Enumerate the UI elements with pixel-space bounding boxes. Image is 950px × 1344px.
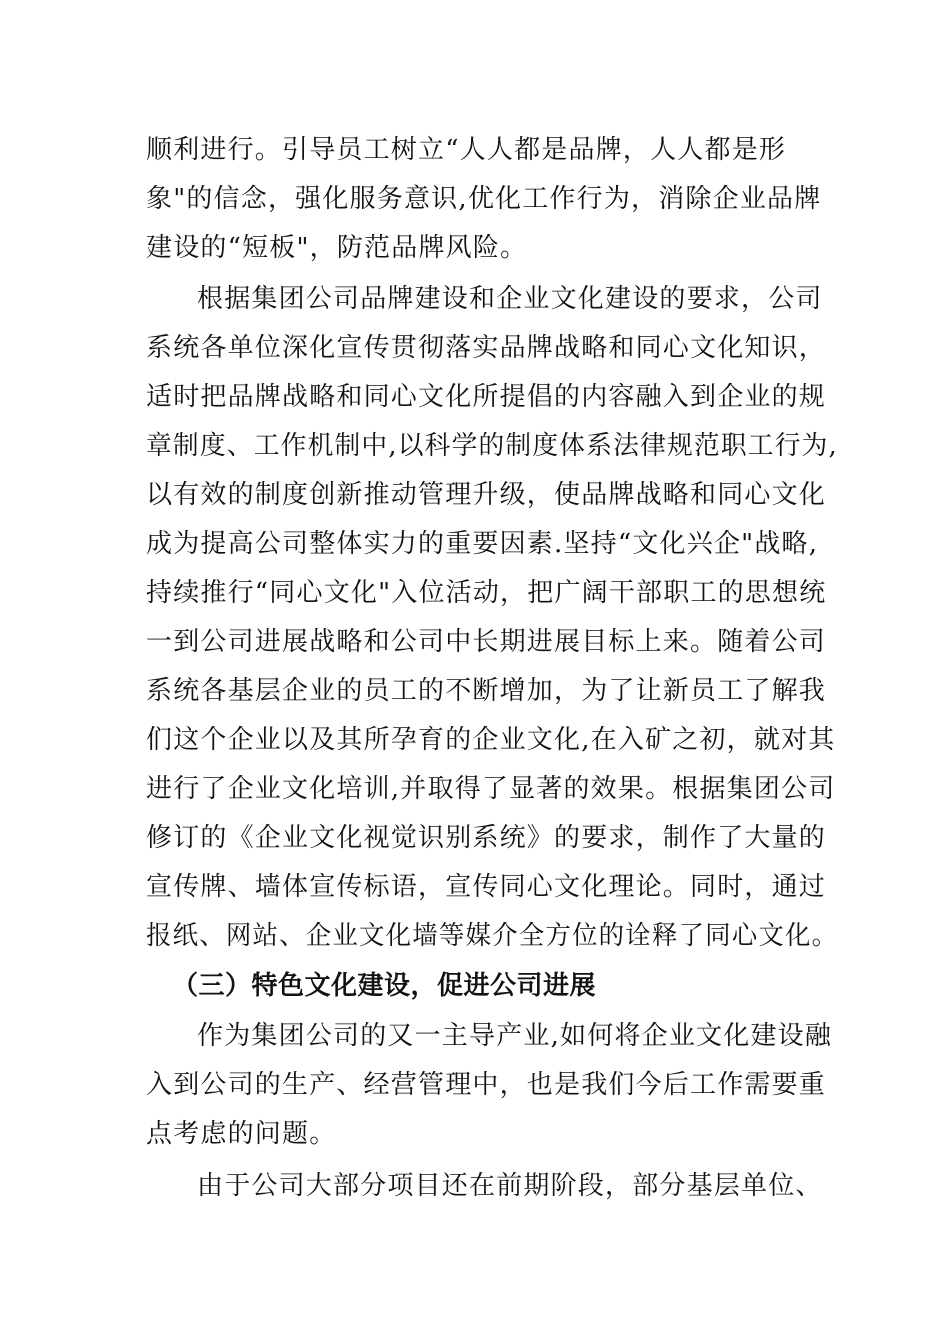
paragraph-line: 章制度、工作机制中,以科学的制度体系法律规范职工行为, <box>146 431 838 461</box>
paragraph-line: 由于公司大部分项目还在前期阶段，部分基层单位、 <box>197 1171 823 1201</box>
paragraph-line: 适时把品牌战略和同心文化所提倡的内容融入到企业的规 <box>146 382 827 412</box>
paragraph-line: 建设的“短板"，防范品牌风险。 <box>146 233 528 263</box>
paragraph-line: 根据集团公司品牌建设和企业文化建设的要求，公司 <box>197 284 823 314</box>
paragraph-line: 系统各单位深化宣传贯彻落实品牌战略和同心文化知识， <box>146 333 827 363</box>
paragraph-line: 系统各基层企业的员工的不断增加，为了让新员工了解我 <box>146 676 827 706</box>
paragraph-line: 入到公司的生产、经营管理中，也是我们今后工作需要重 <box>146 1070 827 1100</box>
paragraph-line: 一到公司进展战略和公司中长期进展目标上来。随着公司 <box>146 627 827 657</box>
paragraph-line: 进行了企业文化培训,并取得了显著的效果。根据集团公司 <box>146 774 836 804</box>
paragraph-line: 们这个企业以及其所孕育的企业文化,在入矿之初，就对其 <box>146 725 836 755</box>
paragraph-line: 点考虑的问题。 <box>146 1119 337 1149</box>
paragraph-line: 报纸、网站、企业文化墙等媒介全方位的诠释了同心文化。 <box>146 921 839 951</box>
paragraph-line: 成为提高公司整体实力的重要因素.坚持“文化兴企"战略, <box>146 529 819 559</box>
paragraph-line: 宣传牌、墙体宣传标语，宣传同心文化理论。同时，通过 <box>146 872 827 902</box>
section-heading: （三）特色文化建设，促进公司进展 <box>172 971 597 1001</box>
paragraph-line: 顺利进行。引导员工树立“人人都是品牌，人人都是形 <box>146 135 787 165</box>
paragraph-line: 以有效的制度创新推动管理升级，使品牌战略和同心文化 <box>146 480 827 510</box>
paragraph-line: 修订的《企业文化视觉识别系统》的要求，制作了大量的 <box>146 823 827 853</box>
paragraph-line: 持续推行“同心文化"入位活动，把广阔干部职工的思想统 <box>146 578 827 608</box>
paragraph-line: 作为集团公司的又一主导产业,如何将企业文化建设融 <box>197 1021 833 1051</box>
paragraph-line: 象"的信念，强化服务意识,优化工作行为，消除企业品牌 <box>146 184 822 214</box>
